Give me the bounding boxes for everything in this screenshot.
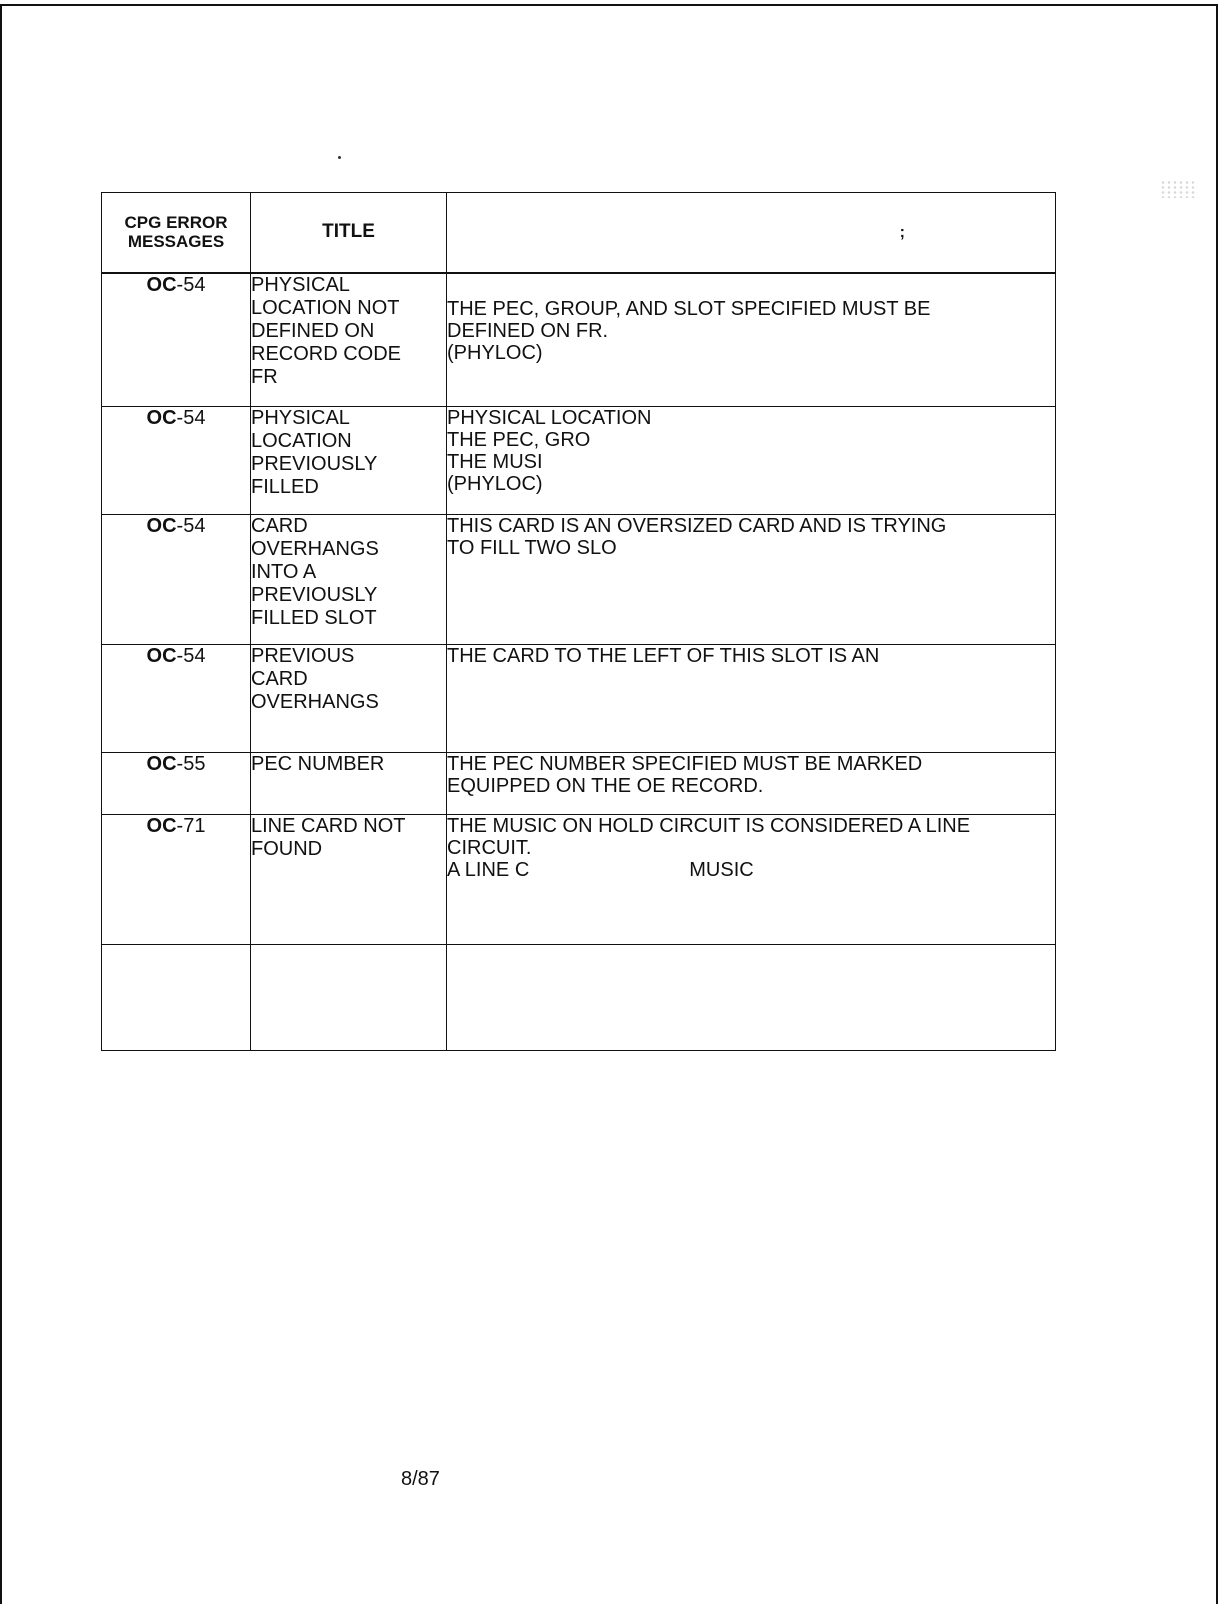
- title-line: PHYSICAL: [251, 273, 350, 296]
- empty-cell: [447, 945, 1056, 1051]
- description-line: TO FILL TWO SLO: [447, 537, 617, 559]
- error-description-cell: [447, 753, 1056, 815]
- header-description: [447, 193, 1056, 273]
- error-title-cell: [251, 273, 447, 407]
- page-number: 8/87: [401, 1468, 440, 1490]
- table-row: [102, 815, 1056, 945]
- title-line: FILLED: [251, 476, 319, 498]
- error-code-suffix: -54: [176, 645, 206, 667]
- error-code-prefix: OC: [146, 815, 177, 837]
- error-messages-table: [101, 192, 1056, 1051]
- title-line: PREVIOUSLY: [251, 453, 378, 475]
- error-code-suffix: -71: [176, 815, 206, 837]
- error-code-prefix: OC: [146, 515, 177, 537]
- error-code-suffix: -54: [176, 515, 206, 537]
- error-code-cell: [102, 515, 251, 645]
- title-line: FR: [251, 365, 278, 388]
- error-description-cell: [447, 515, 1056, 645]
- description-line: THE PEC, GROUP, AND SLOT SPECIFIED MUST BE: [447, 297, 931, 320]
- description-line: CIRCUIT.: [447, 837, 532, 859]
- header-description-mark: ;: [899, 224, 905, 242]
- table-row: [102, 753, 1056, 815]
- title-line: OVERHANGS: [251, 538, 379, 560]
- error-description-cell: [447, 273, 1056, 407]
- description-line: [447, 859, 1055, 881]
- table-header-row: [102, 193, 1056, 273]
- error-code-cell: [102, 407, 251, 515]
- title-line: PREVIOUSLY: [251, 584, 378, 606]
- description-line: THIS CARD IS AN OVERSIZED CARD AND IS TRYING: [447, 515, 947, 537]
- header-title: TITLE: [251, 193, 447, 273]
- table-row: [102, 645, 1056, 753]
- table-row: [102, 273, 1056, 407]
- empty-table-row: [102, 945, 1056, 1051]
- error-code-prefix: OC: [146, 753, 177, 775]
- title-line: OVERHANGS: [251, 691, 379, 713]
- error-title-cell: [251, 753, 447, 815]
- error-title-cell: [251, 645, 447, 753]
- error-code-suffix: -54: [176, 407, 206, 429]
- error-code-prefix: OC: [146, 407, 177, 429]
- error-code-suffix: -55: [176, 753, 206, 775]
- header-code-text: CPG ERROR MESSAGES: [124, 213, 228, 252]
- description-line: PHYSICAL LOCATION: [447, 407, 652, 429]
- description-fragment: MUSIC: [689, 859, 754, 881]
- title-line: PEC NUMBER: [251, 753, 385, 775]
- error-code-cell: [102, 645, 251, 753]
- title-line: CARD: [251, 668, 308, 690]
- error-title-cell: [251, 815, 447, 945]
- error-code-suffix: -54: [176, 273, 206, 296]
- scan-smudge: [1160, 180, 1198, 198]
- title-line: PHYSICAL: [251, 407, 350, 429]
- title-line: FOUND: [251, 838, 323, 860]
- scan-speck: [338, 156, 341, 159]
- error-code-prefix: OC: [146, 645, 177, 667]
- error-description-cell: [447, 407, 1056, 515]
- error-description-cell: [447, 815, 1056, 945]
- description-line: DEFINED ON FR.: [447, 319, 609, 342]
- error-title-cell: [251, 515, 447, 645]
- error-code-cell: [102, 273, 251, 407]
- title-line: LINE CARD NOT: [251, 815, 406, 837]
- title-line: LOCATION NOT: [251, 296, 400, 319]
- error-code-cell: [102, 753, 251, 815]
- title-line: CARD: [251, 515, 308, 537]
- description-line: THE CARD TO THE LEFT OF THIS SLOT IS AN: [447, 645, 880, 667]
- error-code-cell: [102, 815, 251, 945]
- title-line: PREVIOUS: [251, 645, 355, 667]
- empty-cell: [102, 945, 251, 1051]
- description-line: EQUIPPED ON THE OE RECORD.: [447, 775, 764, 797]
- error-description-cell: [447, 645, 1056, 753]
- title-line: DEFINED ON: [251, 319, 375, 342]
- title-line: FILLED SLOT: [251, 607, 377, 629]
- empty-cell: [251, 945, 447, 1051]
- header-cpg-error-messages: [102, 193, 251, 273]
- title-line: LOCATION: [251, 430, 352, 452]
- description-line: THE PEC NUMBER SPECIFIED MUST BE MARKED: [447, 753, 923, 775]
- description-line: THE MUSI: [447, 451, 543, 473]
- description-line: THE MUSIC ON HOLD CIRCUIT IS CONSIDERED A LINE: [447, 815, 971, 837]
- error-code-prefix: OC: [146, 273, 177, 296]
- description-fragment: A LINE C: [447, 859, 530, 881]
- table-row: [102, 407, 1056, 515]
- description-line: (PHYLOC): [447, 473, 543, 495]
- description-line: THE PEC, GRO: [447, 429, 591, 451]
- error-title-cell: [251, 407, 447, 515]
- description-line: (PHYLOC): [447, 341, 543, 364]
- title-line: RECORD CODE: [251, 342, 402, 365]
- table-row: [102, 515, 1056, 645]
- title-line: INTO A: [251, 561, 317, 583]
